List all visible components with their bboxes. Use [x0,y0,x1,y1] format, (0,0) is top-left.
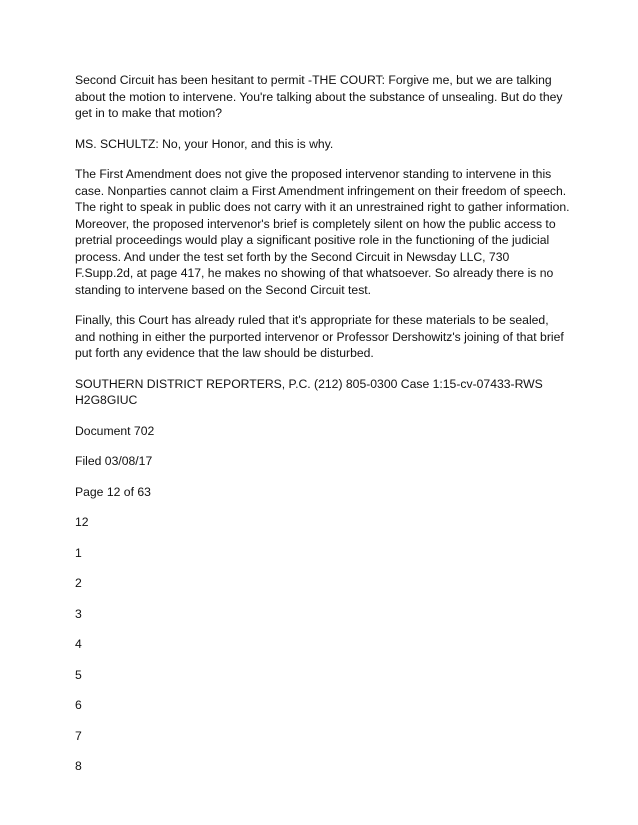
line-number: 2 [75,576,82,590]
paragraph-court-question: Second Circuit has been hesitant to permit -THE COURT: Forgive me, but we are talking about the motion to intervene. You're talking about the substance of unsealing. But do they get in to make that motion? [75,73,563,120]
page-count: Page 12 of 63 [75,484,151,499]
page-number: 12 [75,515,89,529]
document-number: Document 702 [75,423,155,438]
line-number: 6 [75,698,82,712]
paragraph-finally: Finally, this Court has already ruled that it's appropriate for these materials to be sealed, and nothing in either the purported intervenor or Professor Dershowitz's joining of that brief put forth any evidence that the law should be disturbed. [75,313,564,360]
document-body [75,72,570,789]
paragraph-schultz-reply: MS. SCHULTZ: No, your Honor, and this is why. [75,136,334,151]
line-number: 3 [75,606,82,621]
line-number: 8 [75,759,82,773]
line-number: 5 [75,667,82,682]
reporter-header: SOUTHERN DISTRICT REPORTERS, P.C. (212) 805-0300 Case 1:15-cv-07433-RWS H2G8GIUC [75,376,543,407]
paragraph-first-amendment: The First Amendment does not give the proposed intervenor standing to intervene in this case. Nonparties cannot claim a First Amendment infringement on their freedom of speech. The right to speak in public does not carry with it an unrestrained right to gather information. Moreover, the proposed intervenor's brief is completely silent on how the public access to pretrial proceedings would play a significant positive role in the functioning of the judicial process. And under the test set forth by the Second Circuit in Newsday LLC, 730 F.Supp.2d, at page 417, he makes no showing of that whatsoever. So already there is no standing to intervene based on the Second Circuit test. [75,167,570,297]
line-numbers [75,545,570,775]
line-number: 7 [75,728,82,743]
line-number: 4 [75,637,82,651]
line-number: 1 [75,545,82,560]
filed-date: Filed 03/08/17 [75,454,153,468]
